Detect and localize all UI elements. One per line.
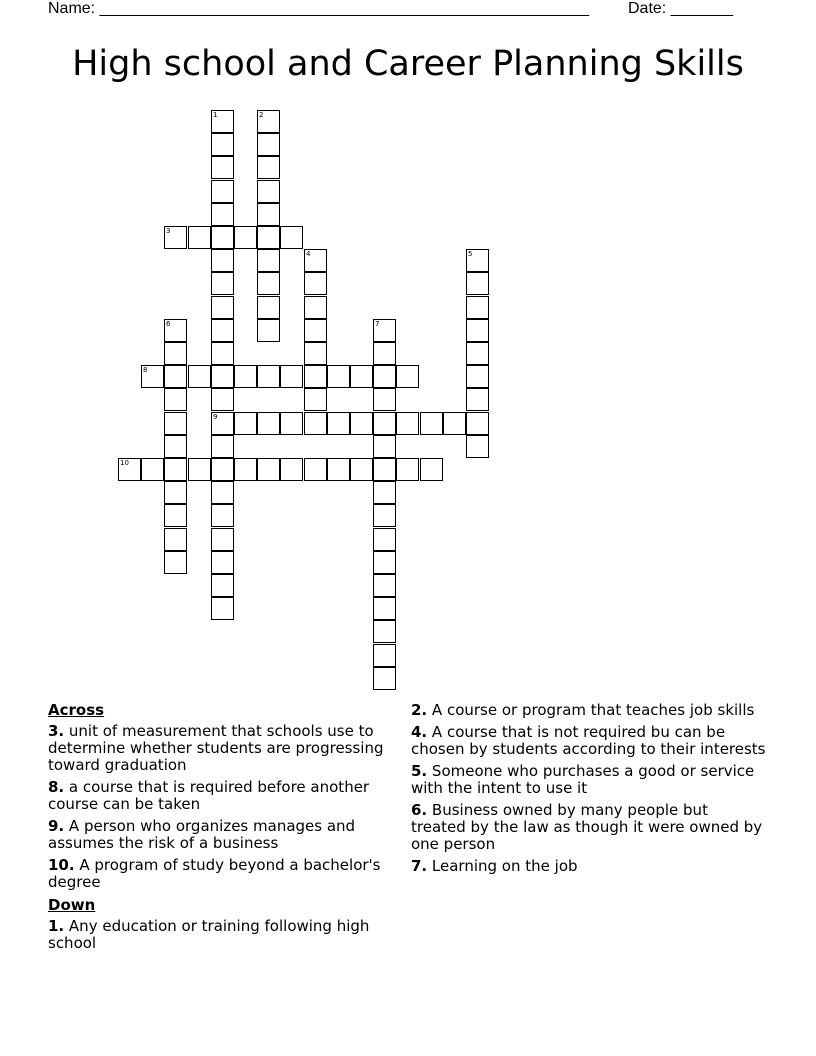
crossword-cell — [373, 574, 396, 597]
crossword-cell — [466, 435, 489, 458]
cell-number: 4 — [306, 250, 311, 258]
crossword-cell — [211, 597, 234, 620]
clue-number: 9. — [48, 817, 65, 835]
crossword-cell — [164, 435, 187, 458]
crossword-cell — [211, 296, 234, 319]
crossword-cell — [211, 156, 234, 179]
across-heading: Across — [48, 701, 105, 719]
crossword-cell — [141, 458, 164, 481]
crossword-cell — [257, 319, 280, 342]
crossword-cell — [164, 319, 187, 342]
crossword-cell — [164, 388, 187, 411]
crossword-cell — [211, 110, 234, 133]
crossword-cell — [257, 226, 280, 249]
crossword-cell — [211, 528, 234, 551]
clue-down-2 — [411, 702, 767, 719]
crossword-cell — [304, 388, 327, 411]
crossword-cell — [211, 365, 234, 388]
crossword-cell — [188, 226, 211, 249]
crossword-cell — [327, 365, 350, 388]
cell-number: 8 — [143, 366, 148, 374]
clue-across-3 — [48, 723, 404, 774]
crossword-cell — [373, 481, 396, 504]
cell-number: 6 — [166, 320, 171, 328]
crossword-cell — [304, 272, 327, 295]
crossword-cell — [373, 644, 396, 667]
clue-number: 8. — [48, 778, 65, 796]
cell-number: 2 — [259, 111, 264, 119]
clue-across-9 — [48, 818, 404, 852]
clue-text: A course that is not required bu can be chosen by students according to their interests — [411, 723, 766, 758]
crossword-cell — [466, 412, 489, 435]
crossword-cell — [257, 156, 280, 179]
clues-right-column — [411, 702, 767, 880]
crossword-cell — [373, 342, 396, 365]
clue-down-1 — [48, 918, 404, 952]
crossword-cell — [257, 203, 280, 226]
crossword-cell — [373, 388, 396, 411]
crossword-cell — [443, 412, 466, 435]
crossword-cell — [257, 110, 280, 133]
crossword-cell — [164, 458, 187, 481]
clues-left-column — [48, 702, 404, 957]
clue-text: a course that is required before another course can be taken — [48, 778, 370, 813]
crossword-cell — [164, 342, 187, 365]
down-heading: Down — [48, 896, 96, 914]
crossword-cell — [211, 226, 234, 249]
crossword-cell — [466, 365, 489, 388]
crossword-cell — [164, 481, 187, 504]
clue-down-5 — [411, 763, 767, 797]
name-field-label: Name: _______________________________________________________ — [48, 0, 589, 17]
crossword-cell — [420, 412, 443, 435]
crossword-cell — [164, 528, 187, 551]
clue-number: 3. — [48, 722, 65, 740]
clue-text: Learning on the job — [431, 857, 578, 875]
crossword-cell — [211, 504, 234, 527]
crossword-cell — [211, 481, 234, 504]
crossword-cell — [211, 435, 234, 458]
crossword-cell — [304, 342, 327, 365]
crossword-cell — [466, 388, 489, 411]
crossword-cell — [211, 203, 234, 226]
crossword-cell — [396, 458, 419, 481]
crossword-cell — [373, 319, 396, 342]
crossword-cell — [280, 226, 303, 249]
crossword-cell — [164, 365, 187, 388]
clue-text: Any education or training following high school — [48, 917, 370, 952]
crossword-cell — [304, 458, 327, 481]
crossword-cell — [164, 412, 187, 435]
crossword-cell — [211, 180, 234, 203]
crossword-cell — [164, 226, 187, 249]
crossword-cell — [280, 412, 303, 435]
crossword-cell — [211, 551, 234, 574]
crossword-cell — [327, 458, 350, 481]
crossword-cell — [234, 226, 257, 249]
crossword-cell — [466, 319, 489, 342]
cell-number: 7 — [375, 320, 380, 328]
crossword-cell — [188, 365, 211, 388]
crossword-cell — [257, 412, 280, 435]
clue-down-6 — [411, 802, 767, 853]
crossword-cell — [304, 296, 327, 319]
crossword-cell — [373, 458, 396, 481]
crossword-cell — [211, 133, 234, 156]
crossword-cell — [211, 458, 234, 481]
clue-number: 7. — [411, 857, 428, 875]
date-field-label: Date: _______ — [628, 0, 733, 17]
crossword-cell — [118, 458, 141, 481]
crossword-cell — [211, 342, 234, 365]
clue-number: 1. — [48, 917, 65, 935]
crossword-cell — [257, 296, 280, 319]
clue-text: A program of study beyond a bachelor's degree — [48, 856, 381, 891]
crossword-cell — [373, 528, 396, 551]
crossword-cell — [257, 133, 280, 156]
crossword-cell — [396, 365, 419, 388]
clue-number: 2. — [411, 701, 428, 719]
crossword-cell — [211, 574, 234, 597]
crossword-cell — [373, 504, 396, 527]
crossword-cell — [257, 272, 280, 295]
crossword-cell — [211, 249, 234, 272]
clue-text: A course or program that teaches job skills — [431, 701, 755, 719]
crossword-cell — [164, 504, 187, 527]
cell-number: 5 — [468, 250, 473, 258]
crossword-cell — [234, 365, 257, 388]
crossword-cell — [188, 458, 211, 481]
cell-number: 9 — [213, 413, 218, 421]
clue-number: 5. — [411, 762, 428, 780]
crossword-cell — [373, 551, 396, 574]
crossword-cell — [420, 458, 443, 481]
crossword-cell — [280, 458, 303, 481]
crossword-cell — [350, 458, 373, 481]
crossword-cell — [257, 458, 280, 481]
crossword-cell — [257, 180, 280, 203]
crossword-cell — [211, 272, 234, 295]
crossword-cell — [304, 319, 327, 342]
crossword-cell — [373, 365, 396, 388]
clue-across-8 — [48, 779, 404, 813]
crossword-cell — [304, 412, 327, 435]
crossword-cell — [141, 365, 164, 388]
crossword-cell — [211, 412, 234, 435]
crossword-cell — [373, 412, 396, 435]
crossword-cell — [234, 412, 257, 435]
crossword-cell — [257, 365, 280, 388]
crossword-cell — [350, 412, 373, 435]
crossword-cell — [466, 272, 489, 295]
crossword-cell — [304, 365, 327, 388]
clue-text: unit of measurement that schools use to determine whether students are progressing toward graduation — [48, 722, 384, 774]
clue-text: Business owned by many people but treated by the law as though it were owned by one person — [411, 801, 763, 853]
crossword-cell — [373, 597, 396, 620]
clue-number: 10. — [48, 856, 75, 874]
crossword-cell — [164, 551, 187, 574]
crossword-cell — [373, 620, 396, 643]
clue-down-4 — [411, 724, 767, 758]
crossword-cell — [373, 435, 396, 458]
crossword-cell — [373, 667, 396, 690]
crossword-cell — [350, 365, 373, 388]
crossword-cell — [211, 319, 234, 342]
crossword-cell — [211, 388, 234, 411]
cell-number: 10 — [120, 459, 129, 467]
crossword-cell — [396, 412, 419, 435]
clue-number: 4. — [411, 723, 428, 741]
crossword-cell — [466, 342, 489, 365]
cell-number: 3 — [166, 227, 171, 235]
crossword-cell — [466, 249, 489, 272]
crossword-cell — [466, 296, 489, 319]
page-title: High school and Career Planning Skills — [72, 44, 744, 84]
clue-text: A person who organizes manages and assumes the risk of a business — [48, 817, 356, 852]
crossword-cell — [280, 365, 303, 388]
crossword-cell — [327, 412, 350, 435]
clue-across-10 — [48, 857, 404, 891]
clue-text: Someone who purchases a good or service with the intent to use it — [411, 762, 755, 797]
clue-down-7 — [411, 858, 767, 875]
clue-number: 6. — [411, 801, 428, 819]
cell-number: 1 — [213, 111, 218, 119]
crossword-cell — [257, 249, 280, 272]
crossword-cell — [304, 249, 327, 272]
crossword-cell — [234, 458, 257, 481]
